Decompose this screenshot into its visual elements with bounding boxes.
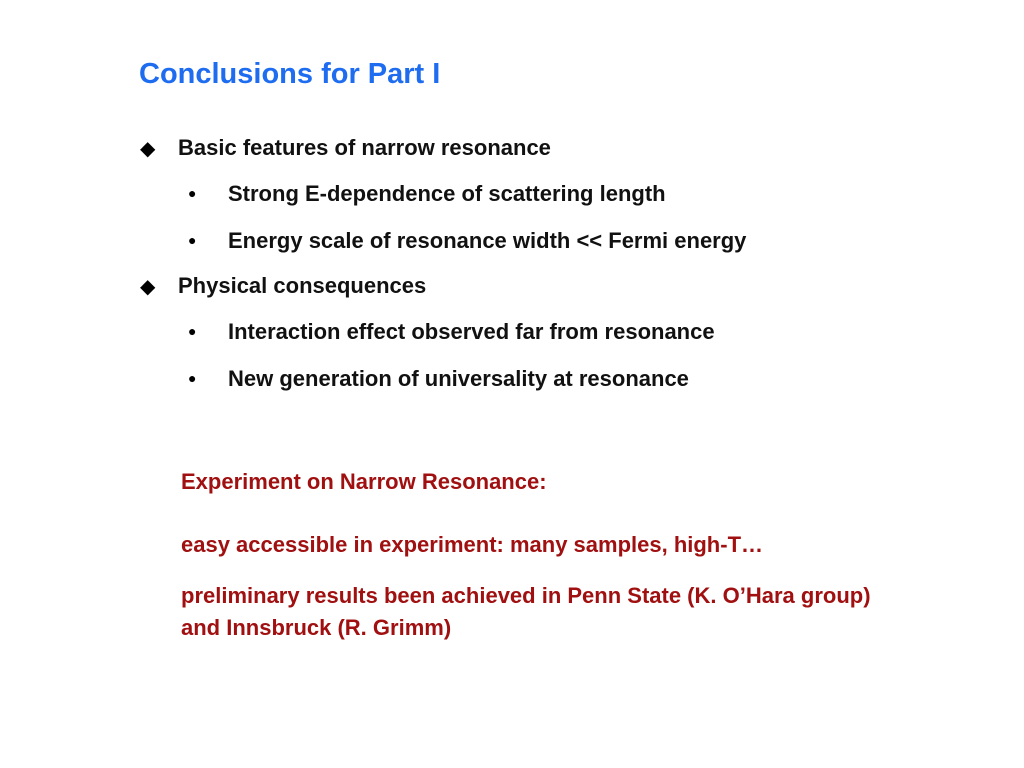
bullet-item [188,181,666,207]
dot-bullet-icon: ● [188,232,197,248]
bullet-text: New generation of universality at resonance [228,366,689,391]
bullet-text: Strong E-dependence of scattering length [228,181,666,206]
dot-bullet-icon: ● [188,370,197,386]
slide-title: Conclusions for Part I [139,58,441,90]
section-basic-features [140,135,551,161]
bullet-text: Interaction effect observed far from resonance [228,319,715,344]
experiment-line-accessible: easy accessible in experiment: many samples, high-T… [181,532,764,557]
section-physical-consequences [140,273,426,299]
dot-bullet-icon: ● [188,185,197,201]
dot-bullet-icon: ● [188,323,197,339]
bullet-item [188,228,746,254]
section-label: Physical consequences [178,273,427,298]
bullet-item [188,366,689,392]
bullet-text: Energy scale of resonance width << Fermi energy [228,228,747,253]
section-label: Basic features of narrow resonance [178,135,551,160]
experiment-line-results: preliminary results been achieved in Penn State (K. O’Hara group) and Innsbruck (R. Grimm) [181,583,871,640]
diamond-bullet-icon: ◆ [140,138,156,160]
diamond-bullet-icon: ◆ [140,276,156,298]
experiment-heading: Experiment on Narrow Resonance: [181,469,547,494]
bullet-item [188,319,715,345]
